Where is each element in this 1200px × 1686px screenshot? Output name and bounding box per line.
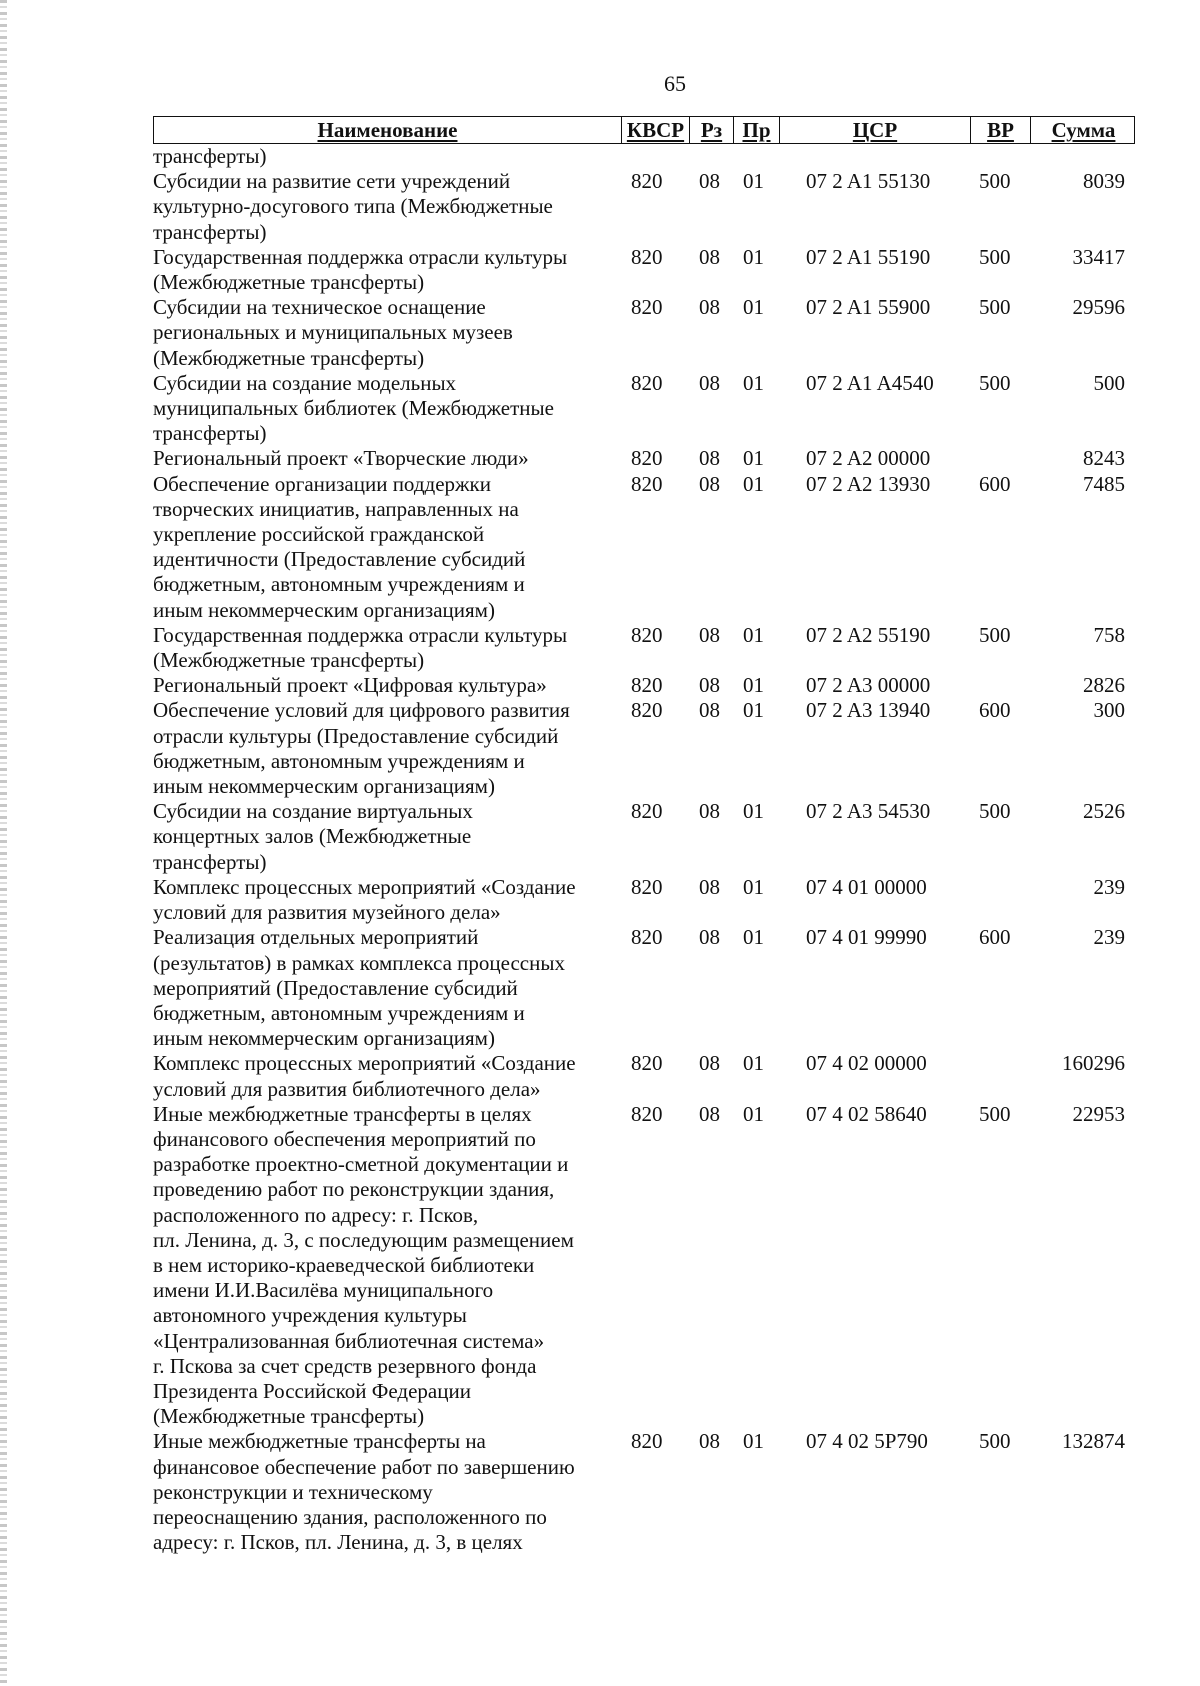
row-kvsr: 820 xyxy=(631,925,663,950)
table-row xyxy=(153,925,1135,1051)
row-sum: 500 xyxy=(1093,370,1125,395)
row-name-line: условий для развития библиотечного дела» xyxy=(153,1076,541,1101)
row-rz: 08 xyxy=(699,169,720,194)
row-name-line: разработке проектно-сметной документации и xyxy=(153,1152,569,1177)
row-csr: 07 2 A3 00000 xyxy=(806,673,931,698)
page-number: 65 xyxy=(664,71,686,96)
row-name-line: бюджетным, автономным учреждениям и xyxy=(153,748,525,773)
row-pr: 01 xyxy=(743,295,764,320)
row-pr: 01 xyxy=(743,446,764,471)
row-name-line: Президента Российской Федерации xyxy=(153,1378,471,1403)
row-rz: 08 xyxy=(699,673,720,698)
row-csr: 07 2 A1 55190 xyxy=(806,244,931,269)
row-name-line: Региональный проект «Цифровая культура» xyxy=(153,673,547,698)
row-name-line: Государственная поддержка отрасли культуры xyxy=(153,622,568,647)
table-row xyxy=(153,472,1135,623)
row-csr: 07 2 A1 55900 xyxy=(806,295,931,320)
row-csr: 07 2 A1 A4540 xyxy=(806,370,934,395)
row-name-line: финансового обеспечения мероприятий по xyxy=(153,1126,536,1151)
row-rz: 08 xyxy=(699,446,720,471)
row-name-line: укрепление российской гражданской xyxy=(153,522,485,547)
row-name-line: Субсидии на создание виртуальных xyxy=(153,799,473,824)
row-name xyxy=(153,925,613,1051)
row-csr: 07 4 01 99990 xyxy=(806,925,927,950)
row-name xyxy=(153,623,613,673)
row-sum: 132874 xyxy=(1062,1429,1125,1454)
row-name-line: Субсидии на развитие сети учреждений xyxy=(153,169,511,194)
row-pr: 01 xyxy=(743,1429,764,1454)
row-rz: 08 xyxy=(699,1429,720,1454)
row-csr: 07 2 A2 00000 xyxy=(806,446,931,471)
row-csr: 07 2 A1 55130 xyxy=(806,169,931,194)
row-name-line: расположенного по адресу: г. Псков, xyxy=(153,1202,479,1227)
row-vr: 500 xyxy=(979,799,1011,824)
row-name-line: (Межбюджетные трансферты) xyxy=(153,1404,425,1429)
row-kvsr: 820 xyxy=(631,471,663,496)
row-pr: 01 xyxy=(743,1101,764,1126)
row-csr: 07 4 02 00000 xyxy=(806,1051,927,1076)
row-rz: 08 xyxy=(699,471,720,496)
row-csr: 07 2 A2 13930 xyxy=(806,471,931,496)
row-name xyxy=(153,295,613,371)
table-row xyxy=(153,1429,1135,1555)
row-kvsr: 820 xyxy=(631,446,663,471)
header-kvsr: КВСР xyxy=(621,117,689,143)
row-name-line: г. Пскова за счет средств резервного фонда xyxy=(153,1353,537,1378)
row-pr: 01 xyxy=(743,370,764,395)
table-row xyxy=(153,799,1135,875)
row-name-line: финансовое обеспечение работ по завершению xyxy=(153,1454,575,1479)
table-row xyxy=(153,673,1135,698)
row-sum: 2526 xyxy=(1083,799,1125,824)
row-name-line: трансферты) xyxy=(153,421,267,446)
row-kvsr: 820 xyxy=(631,799,663,824)
row-name-line: адресу: г. Псков, пл. Ленина, д. 3, в целях xyxy=(153,1530,523,1555)
row-pr: 01 xyxy=(743,1051,764,1076)
row-name-line: Иные межбюджетные трансферты в целях xyxy=(153,1101,532,1126)
table-row xyxy=(153,169,1135,245)
row-name xyxy=(153,875,613,925)
row-rz: 08 xyxy=(699,698,720,723)
row-pr: 01 xyxy=(743,799,764,824)
row-rz: 08 xyxy=(699,1101,720,1126)
row-name xyxy=(153,245,613,295)
row-sum: 8039 xyxy=(1083,169,1125,194)
row-name xyxy=(153,1429,613,1555)
row-name-line: Обеспечение организации поддержки xyxy=(153,471,491,496)
table-row xyxy=(153,446,1135,471)
table-row xyxy=(153,1051,1135,1101)
row-vr: 500 xyxy=(979,1101,1011,1126)
table-row xyxy=(153,1102,1135,1430)
row-pr: 01 xyxy=(743,169,764,194)
row-csr: 07 4 02 5P790 xyxy=(806,1429,928,1454)
row-sum: 33417 xyxy=(1072,244,1125,269)
row-kvsr: 820 xyxy=(631,1051,663,1076)
row-vr: 500 xyxy=(979,244,1011,269)
table-header xyxy=(153,116,1135,144)
row-kvsr: 820 xyxy=(631,1429,663,1454)
row-pr: 01 xyxy=(743,471,764,496)
row-kvsr: 820 xyxy=(631,698,663,723)
row-name-line: пл. Ленина, д. 3, с последующим размещением xyxy=(153,1227,574,1252)
row-rz: 08 xyxy=(699,925,720,950)
row-name-line: (Межбюджетные трансферты) xyxy=(153,345,425,370)
row-name-line: Региональный проект «Творческие люди» xyxy=(153,446,529,471)
row-pr: 01 xyxy=(743,874,764,899)
row-vr: 500 xyxy=(979,1429,1011,1454)
table-body xyxy=(153,144,1135,1555)
row-kvsr: 820 xyxy=(631,874,663,899)
row-csr: 07 2 A3 13940 xyxy=(806,698,931,723)
row-kvsr: 820 xyxy=(631,622,663,647)
row-name xyxy=(153,799,613,875)
row-name-line: бюджетным, автономным учреждениям и xyxy=(153,1000,525,1025)
row-csr: 07 2 A3 54530 xyxy=(806,799,931,824)
row-vr: 600 xyxy=(979,471,1011,496)
header-pr: Пр xyxy=(733,117,779,143)
row-pr: 01 xyxy=(743,698,764,723)
row-name xyxy=(153,673,613,698)
header-vr: ВР xyxy=(970,117,1030,143)
row-pr: 01 xyxy=(743,673,764,698)
row-rz: 08 xyxy=(699,244,720,269)
row-kvsr: 820 xyxy=(631,244,663,269)
row-rz: 08 xyxy=(699,799,720,824)
row-csr: 07 4 02 58640 xyxy=(806,1101,927,1126)
row-sum: 758 xyxy=(1093,622,1125,647)
row-name-line: (Межбюджетные трансферты) xyxy=(153,648,425,673)
header-rz: Рз xyxy=(689,117,733,143)
row-vr: 600 xyxy=(979,698,1011,723)
row-name xyxy=(153,169,613,245)
row-name-line: Иные межбюджетные трансферты на xyxy=(153,1429,486,1454)
header-name: Наименование xyxy=(317,118,458,142)
row-name-line: условий для развития музейного дела» xyxy=(153,900,501,925)
row-csr: 07 4 01 00000 xyxy=(806,874,927,899)
row-pr: 01 xyxy=(743,925,764,950)
table-row xyxy=(153,371,1135,447)
table-row xyxy=(153,698,1135,799)
scan-edge xyxy=(0,0,7,1686)
row-sum: 239 xyxy=(1093,874,1125,899)
row-name-line: в нем историко-краеведческой библиотеки xyxy=(153,1252,535,1277)
row-name-line: переоснащению здания, расположенного по xyxy=(153,1504,547,1529)
row-name-line: Субсидии на создание модельных xyxy=(153,370,457,395)
table-row xyxy=(153,875,1135,925)
row-name-line: трансферты) xyxy=(153,144,267,168)
row-sum: 300 xyxy=(1093,698,1125,723)
row-pr: 01 xyxy=(743,622,764,647)
row-name-line: «Централизованная библиотечная система» xyxy=(153,1328,545,1353)
row-sum: 22953 xyxy=(1072,1101,1125,1126)
row-name-line: муниципальных библиотек (Межбюджетные xyxy=(153,396,554,421)
row-sum: 160296 xyxy=(1062,1051,1125,1076)
row-sum: 239 xyxy=(1093,925,1125,950)
row-vr: 500 xyxy=(979,169,1011,194)
row-name-line: бюджетным, автономным учреждениям и xyxy=(153,572,525,597)
row-name-line: отрасли культуры (Предоставление субсидий xyxy=(153,723,559,748)
table-row xyxy=(153,144,1135,169)
row-kvsr: 820 xyxy=(631,295,663,320)
row-name xyxy=(153,1102,613,1430)
row-rz: 08 xyxy=(699,1051,720,1076)
row-rz: 08 xyxy=(699,874,720,899)
row-name xyxy=(153,698,613,799)
row-rz: 08 xyxy=(699,622,720,647)
row-rz: 08 xyxy=(699,370,720,395)
row-name-line: трансферты) xyxy=(153,849,267,874)
row-name-line: Комплекс процессных мероприятий «Создание xyxy=(153,874,576,899)
row-name-line: реконструкции и техническому xyxy=(153,1479,433,1504)
row-name-line: Обеспечение условий для цифрового развития xyxy=(153,698,570,723)
table-row xyxy=(153,245,1135,295)
row-name xyxy=(153,446,613,471)
row-name-line: иным некоммерческим организациям) xyxy=(153,597,495,622)
row-sum: 2826 xyxy=(1083,673,1125,698)
row-sum: 7485 xyxy=(1083,471,1125,496)
row-name-line: проведению работ по реконструкции здания, xyxy=(153,1177,555,1202)
row-name-line: мероприятий (Предоставление субсидий xyxy=(153,975,518,1000)
row-name-line: (результатов) в рамках комплекса процессных xyxy=(153,950,565,975)
row-name-line: Реализация отдельных мероприятий xyxy=(153,925,479,950)
row-name-line: Комплекс процессных мероприятий «Создание xyxy=(153,1051,576,1076)
row-sum: 29596 xyxy=(1072,295,1125,320)
header-csr: ЦСР xyxy=(779,117,970,143)
row-name-line: автономного учреждения культуры xyxy=(153,1303,467,1328)
row-name-line: Государственная поддержка отрасли культуры xyxy=(153,244,568,269)
row-vr: 500 xyxy=(979,370,1011,395)
row-name-line: творческих инициатив, направленных на xyxy=(153,496,519,521)
row-name-line: идентичности (Предоставление субсидий xyxy=(153,547,526,572)
row-vr: 500 xyxy=(979,622,1011,647)
row-sum: 8243 xyxy=(1083,446,1125,471)
row-name-line: (Межбюджетные трансферты) xyxy=(153,270,425,295)
row-name-line: культурно-досугового типа (Межбюджетные xyxy=(153,194,553,219)
row-name-line: трансферты) xyxy=(153,219,267,244)
row-name-line: иным некоммерческим организациям) xyxy=(153,1026,495,1051)
header-sum: Сумма xyxy=(1030,117,1136,143)
row-name xyxy=(153,1051,613,1101)
row-name-line: иным некоммерческим организациям) xyxy=(153,774,495,799)
table-row xyxy=(153,295,1135,371)
row-name-line: Субсидии на техническое оснащение xyxy=(153,295,486,320)
row-name xyxy=(153,472,613,623)
row-kvsr: 820 xyxy=(631,673,663,698)
row-kvsr: 820 xyxy=(631,169,663,194)
row-name-line: региональных и муниципальных музеев xyxy=(153,320,513,345)
table-row xyxy=(153,623,1135,673)
row-rz: 08 xyxy=(699,295,720,320)
row-kvsr: 820 xyxy=(631,370,663,395)
row-name-line: имени И.И.Василёва муниципального xyxy=(153,1278,494,1303)
row-name-line: концертных залов (Межбюджетные xyxy=(153,824,472,849)
row-pr: 01 xyxy=(743,244,764,269)
row-vr: 600 xyxy=(979,925,1011,950)
row-kvsr: 820 xyxy=(631,1101,663,1126)
row-csr: 07 2 A2 55190 xyxy=(806,622,931,647)
row-name xyxy=(153,144,613,169)
row-name xyxy=(153,371,613,447)
row-vr: 500 xyxy=(979,295,1011,320)
